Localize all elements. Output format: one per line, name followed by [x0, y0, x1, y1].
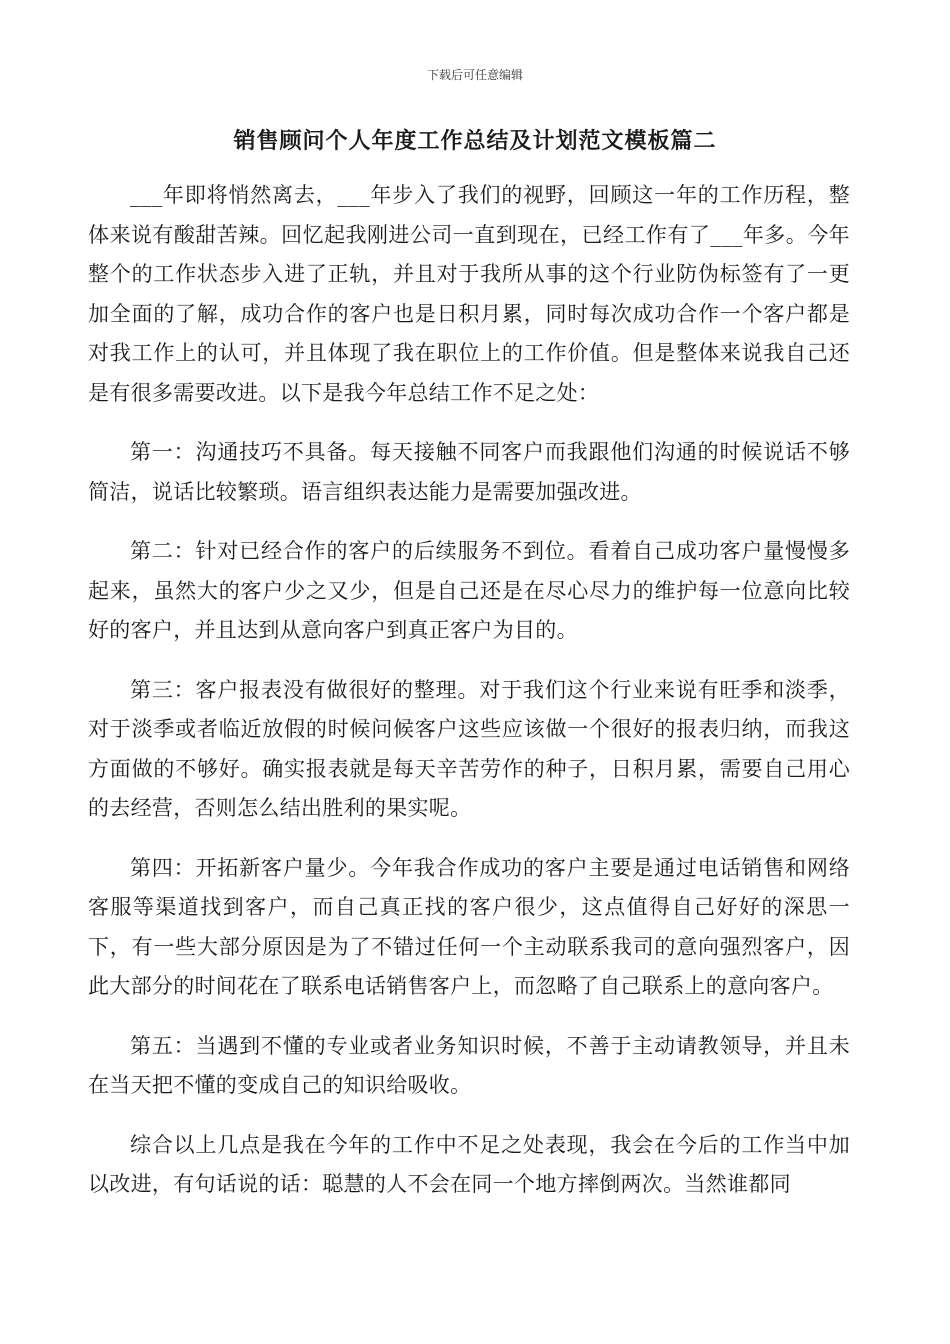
paragraph-point-1: 第一：沟通技巧不具备。每天接触不同客户而我跟他们沟通的时候说话不够简洁，说话比较繁琐。语言组织表达能力是需要加强改进。 — [88, 440, 850, 504]
document-body — [88, 176, 850, 1225]
document-title: 销售顾问个人年度工作总结及计划范文模板篇二 — [233, 128, 717, 154]
paragraph-point-2: 第二：针对已经合作的客户的后续服务不到位。看着自己成功客户量慢慢多起来，虽然大的客户少之又少，但是自己还是在尽心尽力的维护每一位意向比较好的客户，并且达到从意向客户到真正客户为目的。 — [88, 539, 850, 642]
paragraph-intro: ___年即将悄然离去，___年步入了我们的视野，回顾这一年的工作历程，整体来说有酸甜苦辣。回忆起我刚进公司一直到现在，已经工作有了___年多。今年整个的工作状态步入进了正轨，并且对于我所从事的这个行业防伪标签有了一更加全面的了解，成功合作的客户也是日积月累，同时每次成功合作一个客户都是对我工作上的认可，并且体现了我在职位上的工作价值。但是整体来说我自己还是有很多需要改进。以下是我今年总结工作不足之处： — [88, 183, 850, 405]
header-note: 下载后可任意编辑 — [426, 68, 523, 82]
paragraph-point-3: 第三：客户报表没有做很好的整理。对于我们这个行业来说有旺季和淡季，对于淡季或者临近放假的时候问候客户这些应该做一个很好的报表归纳，而我这方面做的不够好。确实报表就是每天辛苦劳作的种子，日积月累，需要自己用心的去经营，否则怎么结出胜利的果实呢。 — [88, 677, 850, 820]
paragraph-point-5: 第五：当遇到不懂的专业或者业务知识时候，不善于主动请教领导，并且未在当天把不懂的变成自己的知识给吸收。 — [88, 1033, 850, 1097]
paragraph-point-4: 第四：开拓新客户量少。今年我合作成功的客户主要是通过电话销售和网络客服等渠道找到客户，而自己真正找的客户很少，这点值得自己好好的深思一下，有一些大部分原因是为了不错过任何一个主动联系我司的意向强烈客户，因此大部分的时间花在了联系电话销售客户上，而忽略了自己联系上的意向客户。 — [88, 855, 850, 998]
paragraph-summary: 综合以上几点是我在今年的工作中不足之处表现，我会在今后的工作当中加以改进，有句话说的话：聪慧的人不会在同一个地方摔倒两次。当然谁都同 — [88, 1132, 850, 1196]
